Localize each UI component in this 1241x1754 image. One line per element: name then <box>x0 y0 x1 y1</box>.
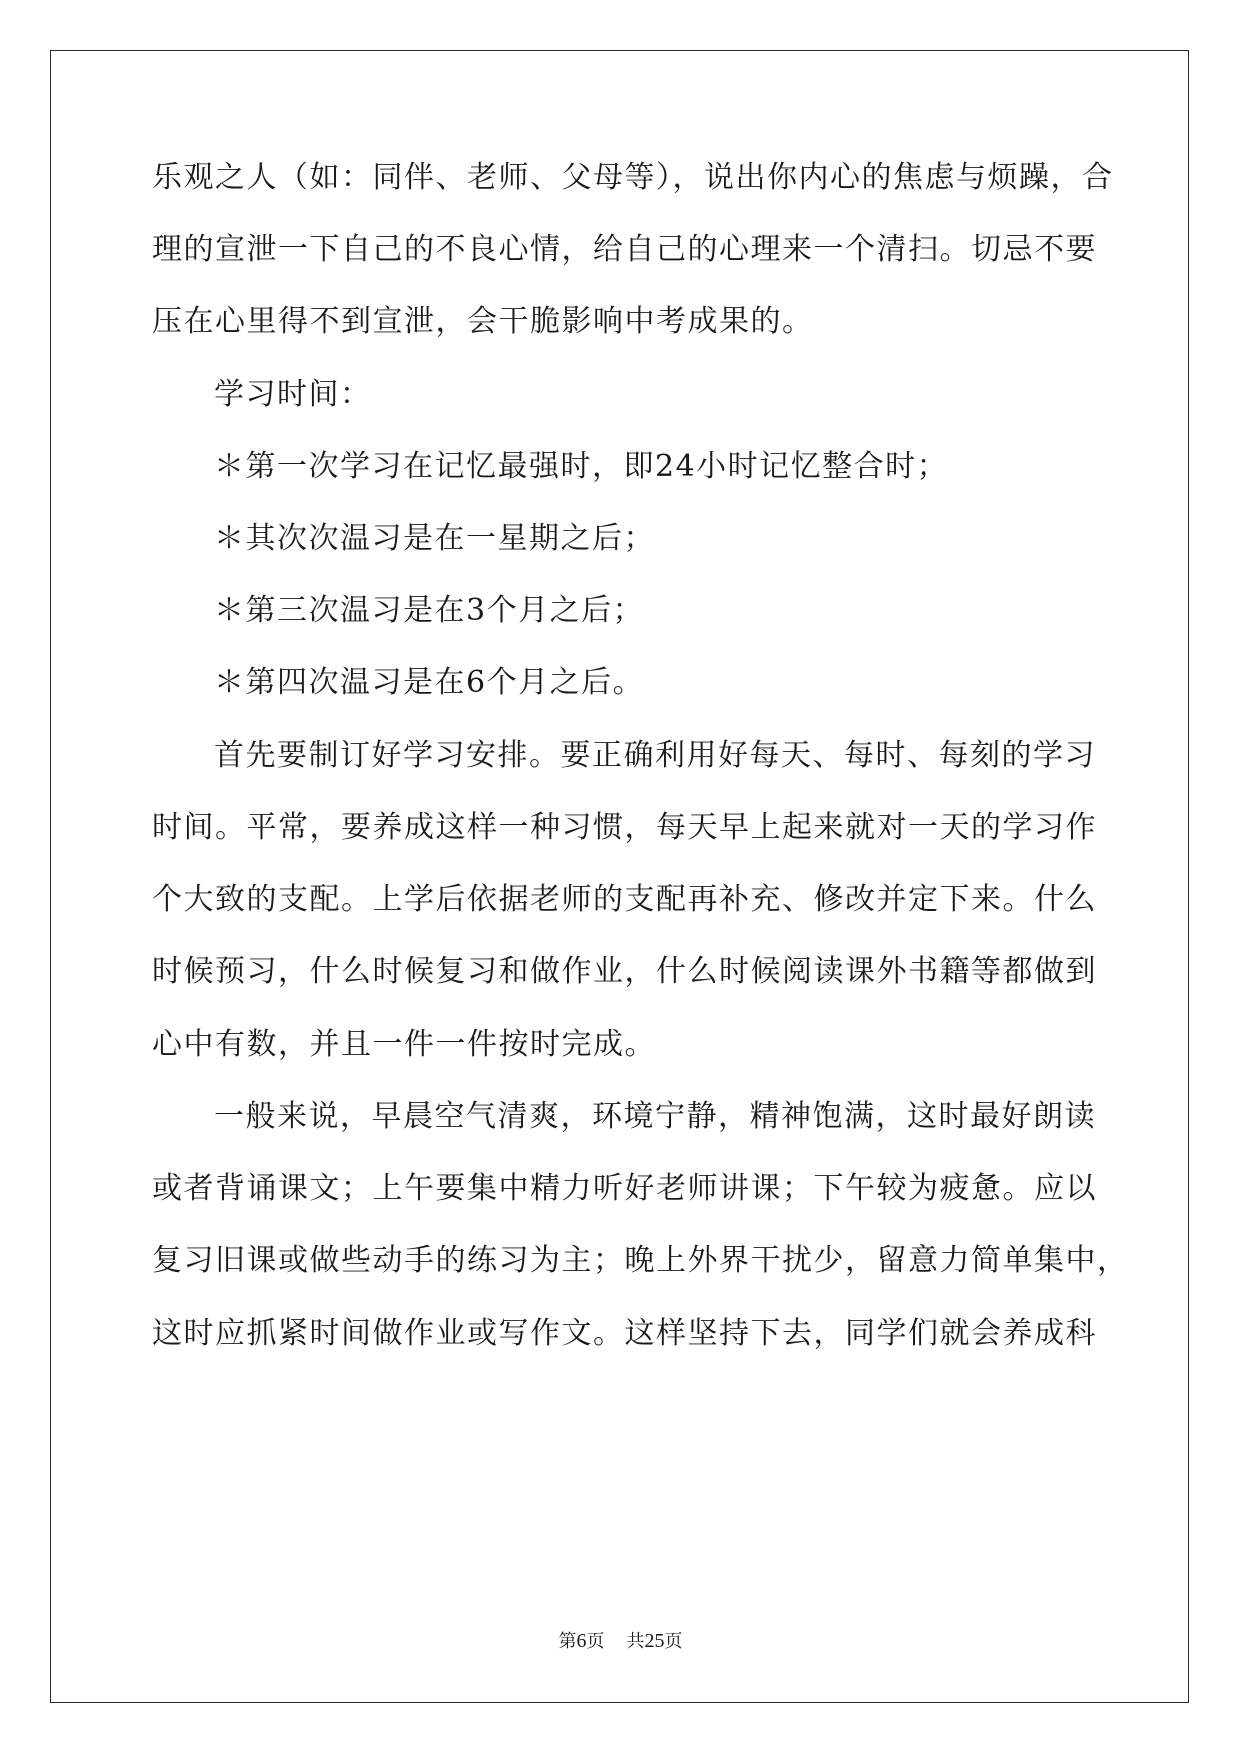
list-item: ＊第三次温习是在3个月之后； <box>214 593 645 628</box>
total-suffix: 页 <box>664 1631 683 1652</box>
text-line: 时间。平常，要养成这样一种习惯，每天早上起来就对一天的学习作 <box>152 810 1097 845</box>
text-line: 时候预习，什么时候复习和做作业，什么时候阅读课外书籍等都做到 <box>152 954 1097 989</box>
text-line: 心中有数，并且一件一件按时完成。 <box>152 1027 656 1062</box>
page-prefix: 第 <box>558 1631 577 1652</box>
text-line: 一般来说，早晨空气清爽，环境宁静，精神饱满，这时最好朗读 <box>214 1099 1096 1134</box>
section-heading: 学习时间： <box>214 377 372 412</box>
text-line: 理的宣泄一下自己的不良心情，给自己的心理来一个清扫。切忌不要 <box>152 232 1097 267</box>
page-suffix: 页 <box>586 1631 605 1652</box>
page-border <box>50 50 1189 1703</box>
text-line: 乐观之人（如：同伴、老师、父母等），说出你内心的焦虑与烦躁，合 <box>152 160 1114 195</box>
list-item: ＊第一次学习在记忆最强时，即24小时记忆整合时； <box>214 449 949 484</box>
text-line: 或者背诵课文；上午要集中精力听好老师讲课；下午较为疲惫。应以 <box>152 1171 1097 1206</box>
list-item: ＊第四次温习是在6个月之后。 <box>214 665 645 700</box>
total-pages: 25 <box>644 1630 665 1652</box>
text-line: 压在心里得不到宣泄，会干脆影响中考成果的。 <box>152 304 814 339</box>
list-item: ＊其次次温习是在一星期之后； <box>214 521 655 556</box>
text-line: 个大致的支配。上学后依据老师的支配再补充、修改并定下来。什么 <box>152 882 1097 917</box>
page-number: 6 <box>576 1630 587 1652</box>
text-line: 这时应抓紧时间做作业或写作文。这样坚持下去，同学们就会养成科 <box>152 1316 1097 1351</box>
text-line: 首先要制订好学习安排。要正确利用好每天、每时、每刻的学习 <box>214 738 1096 773</box>
text-line: 复习旧课或做些动手的练习为主；晚上外界干扰少，留意力简单集中， <box>152 1243 1129 1278</box>
page-footer <box>0 1630 1241 1653</box>
total-prefix: 共 <box>626 1631 645 1652</box>
